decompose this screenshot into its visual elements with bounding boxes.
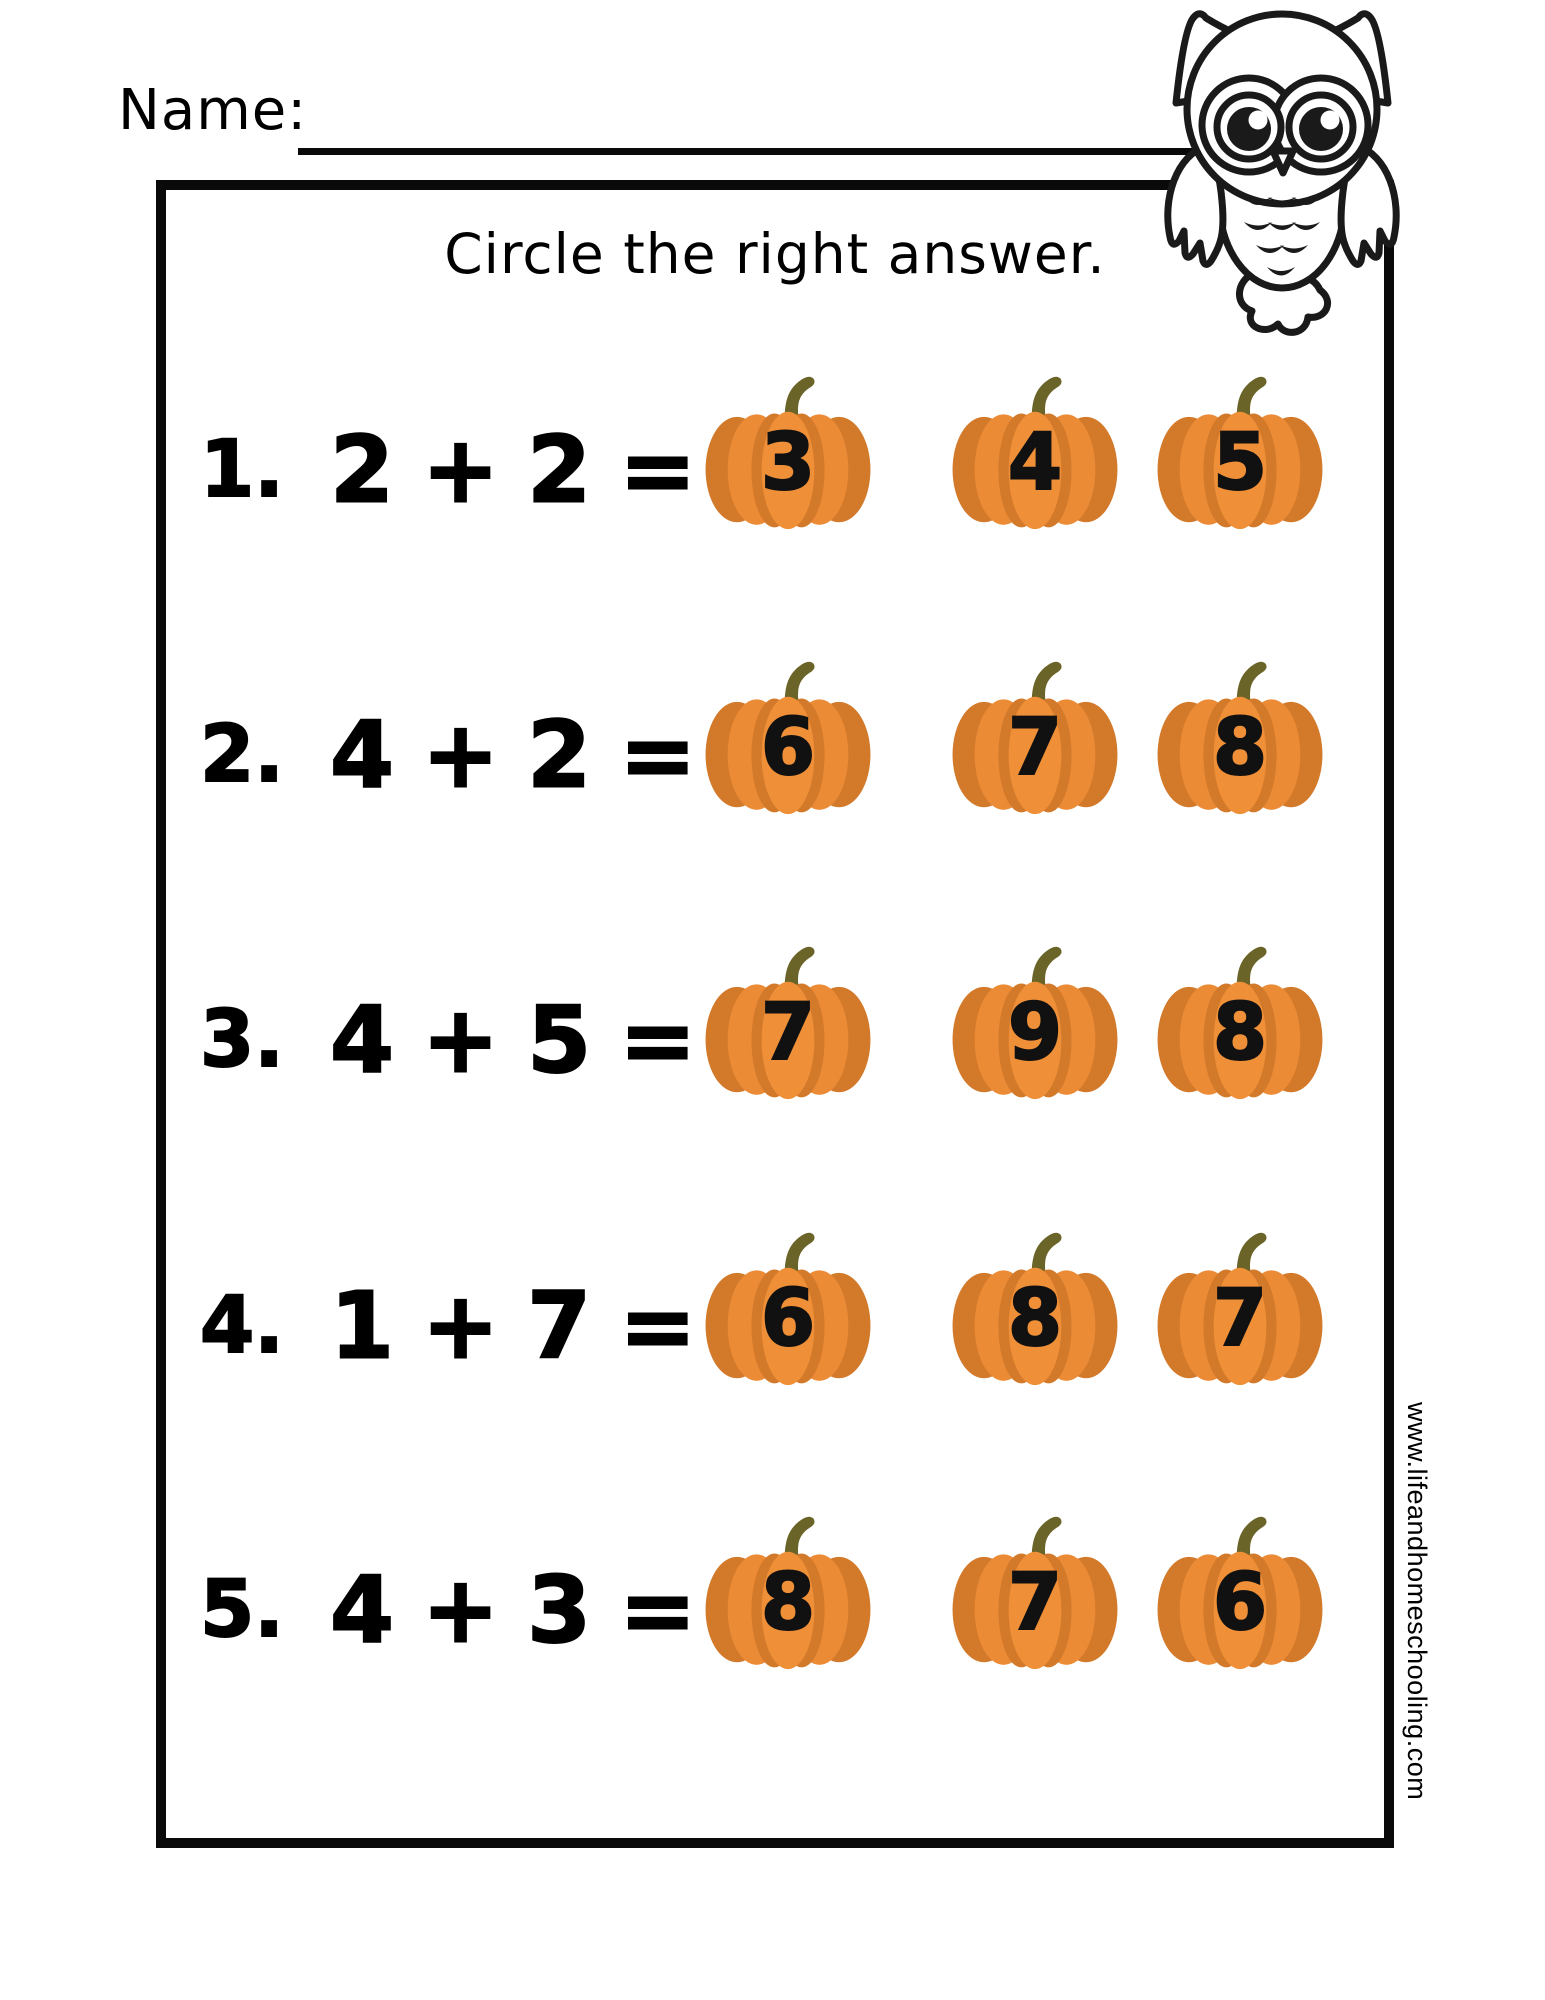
answer-pumpkin[interactable] [950,656,1120,818]
answer-pumpkin[interactable] [1155,1227,1325,1389]
answer-option: 6 [760,1274,816,1364]
worksheet-title: Circle the right answer. [444,222,1106,286]
answer-option: 6 [760,703,816,793]
answer-options [703,1495,1343,1725]
answer-option: 7 [1007,703,1063,793]
problem-number: 5. [200,1565,284,1655]
problem-equation: 4 + 3 = [330,1556,695,1664]
problem-equation: 4 + 5 = [330,986,695,1094]
problem-number: 2. [200,710,284,800]
answer-pumpkin[interactable] [703,941,873,1103]
answer-options [703,640,1343,870]
answer-option: 7 [1007,1558,1063,1648]
answer-pumpkin[interactable] [1155,941,1325,1103]
problem-equation: 4 + 2 = [330,701,695,809]
problem-number: 1. [200,425,284,515]
answer-option: 8 [1212,988,1268,1078]
answer-pumpkin[interactable] [950,1227,1120,1389]
answer-option: 7 [760,988,816,1078]
answer-option: 8 [1007,1274,1063,1364]
answer-pumpkin[interactable] [950,1511,1120,1673]
answer-pumpkin[interactable] [950,371,1120,533]
answer-pumpkin[interactable] [1155,371,1325,533]
answer-pumpkin[interactable] [1155,656,1325,818]
problem-number: 4. [200,1281,284,1371]
problem-row [200,355,1380,585]
problem-number: 3. [200,995,284,1085]
answer-options [703,355,1343,585]
owl-eye-highlight [1249,111,1268,130]
problem-row [200,1211,1380,1441]
answer-option: 6 [1212,1558,1268,1648]
answer-option: 9 [1007,988,1063,1078]
problem-row [200,640,1380,870]
answer-pumpkin[interactable] [703,1511,873,1673]
answer-option: 3 [760,418,816,508]
answer-pumpkin[interactable] [703,1227,873,1389]
website-watermark: www.lifeandhomeschooling.com [1402,1402,1432,1801]
answer-option: 7 [1212,1274,1268,1364]
problem-equation: 2 + 2 = [330,416,695,524]
answer-options [703,925,1343,1155]
answer-pumpkin[interactable] [703,371,873,533]
problem-equation: 1 + 7 = [330,1272,695,1380]
answer-pumpkin[interactable] [1155,1511,1325,1673]
name-label: Name: [118,78,308,143]
owl-eye-highlight [1321,111,1340,130]
problem-row [200,1495,1380,1725]
owl-icon [1140,5,1405,340]
problem-row [200,925,1380,1155]
answer-option: 8 [760,1558,816,1648]
answer-option: 4 [1007,418,1063,508]
answer-pumpkin[interactable] [950,941,1120,1103]
answer-options [703,1211,1343,1441]
answer-option: 8 [1212,703,1268,793]
name-blank-line[interactable] [298,148,1240,155]
answer-option: 5 [1212,418,1268,508]
answer-pumpkin[interactable] [703,656,873,818]
